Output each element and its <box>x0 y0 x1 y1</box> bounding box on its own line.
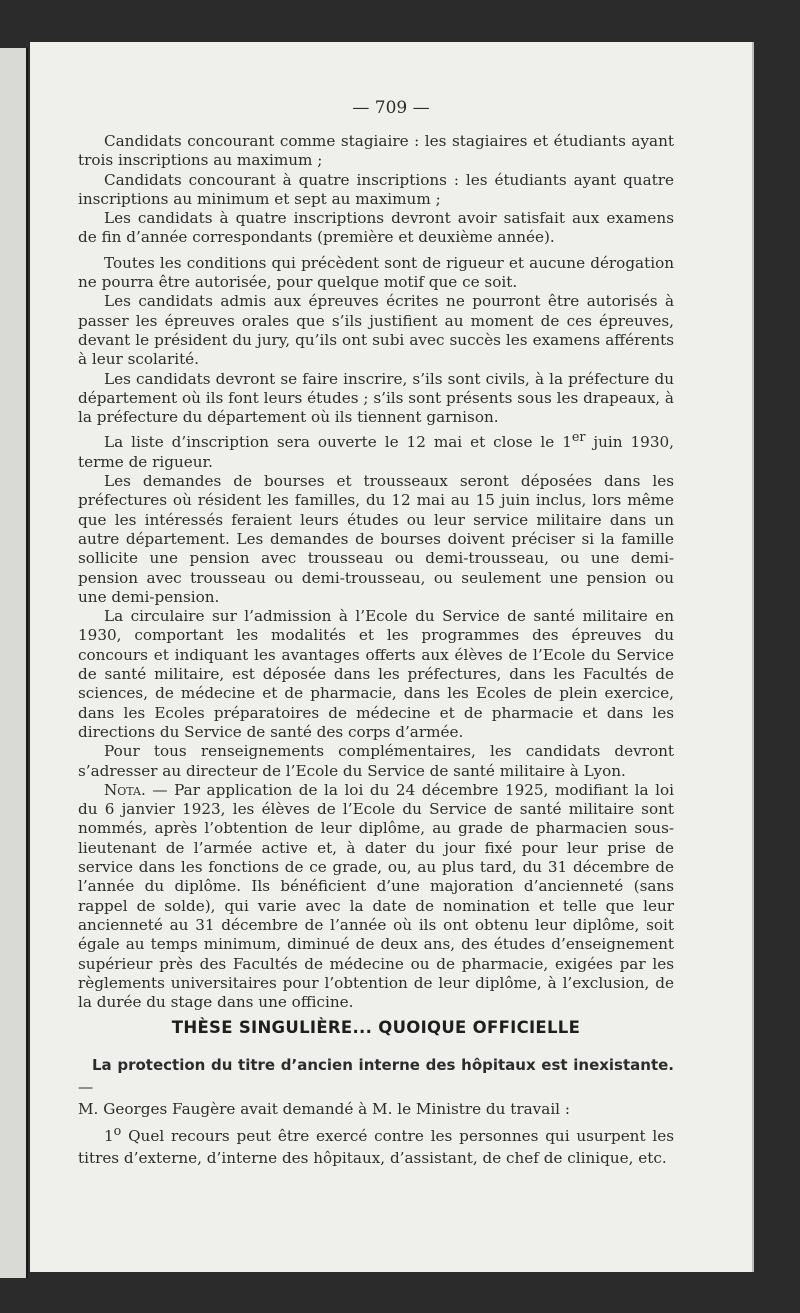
document-page <box>30 42 752 1272</box>
adjacent-page-edge <box>0 48 28 1278</box>
question-number: 1 <box>104 1127 114 1146</box>
paragraph-inscription <box>78 427 674 472</box>
paragraph: Pour tous renseignements complémentaires, les candidats devront s’adresser au directeur de l’Ecole du Service de santé militaire à Lyon. <box>78 742 674 780</box>
inscription-start: La liste d’inscription sera ouverte le 12 mai et close le 1 <box>104 433 572 452</box>
paragraph: Les demandes de bourses et trousseaux seront déposées dans les préfectures où résident les familles, du 12 mai au 15 juin inclus, lors même que les intéressés feraient leurs études ou leur service militaire dans un autre département. Les demandes de bourses doivent préciser si la famille sollicite une pension avec trousseau ou demi-trousseau, ou une demi-pension avec trousseau ou demi-trousseau, ou seulement une pension ou une demi-pension. <box>78 472 674 606</box>
article-question <box>78 1120 674 1169</box>
paragraph: Candidats concourant comme stagiaire : les stagiaires et étudiants ayant trois inscriptions au maximum ; <box>78 132 674 170</box>
paragraph-nota <box>78 781 674 1013</box>
nota-text: Par application de la loi du 24 décembre 1925, modifiant la loi du 6 janvier 1923, les élèves de l’Ecole du Service de santé militaire sont nommés, après l’obtention de leur diplôme, au grade de pharmacien sous-lieutenant de l’armée active et, à dater du jour fixé pour leur prise de service dans les fonctions de ce grade, ou, au plus tard, du 31 décembre de l’année du diplôme. Ils bénéficient d’une majoration d’ancienneté (sans rappel de solde), qui varie avec la date de nomination et telle que leur ancienneté au 31 décembre de l’année où ils ont obtenu leur diplôme, soit égale au temps minimum, diminué de deux ans, des études d’enseignement supérieur près des Facultés de médecine ou de pharmacie, exigées par les règlements universitaires pour l’obtention de leur diplôme, à l’exclusion, de la durée du stage dans une officine. <box>78 780 674 1012</box>
paragraph: Toutes les conditions qui précèdent sont de rigueur et aucune dérogation ne pourra être autorisée, pour quelque motif que ce soit. <box>78 253 674 292</box>
paragraph: Les candidats admis aux épreuves écrites ne pourront être autorisés à passer les épreuves orales que s’ils justifient au moment de ces épreuves, devant le président du jury, qu’ils ont subi avec succès les examens afférents à leur scolarité. <box>78 292 674 369</box>
nota-label: Nota. <box>104 780 146 799</box>
article <box>78 1054 674 1169</box>
question-degree: o <box>113 1123 122 1138</box>
nota-dash: — <box>145 780 175 799</box>
paragraph: La circulaire sur l’admission à l’Ecole du Service de santé militaire en 1930, comportant les modalités et les programmes des épreuves du concours et indiquant les avantages offerts aux élèves de l’Ecole du Service de santé militaire, est déposée dans les préfectures, dans les Facultés de sciences, de médecine et de pharmacie, dans les Ecoles de plein exercice, dans les Ecoles préparatoires de médecine et de pharmacie et dans les directions du Service de santé des corps d’armée. <box>78 607 674 741</box>
body-text <box>78 132 674 1012</box>
article-lead: La protection du titre d’ancien interne des hôpitaux est inexistante. <box>92 1056 674 1074</box>
article-intro: M. Georges Faugère avait demandé à M. le Ministre du travail : <box>78 1100 570 1118</box>
inscription-superscript: er <box>571 429 586 445</box>
page-number: — 709 — <box>352 98 430 118</box>
paragraph: Les candidats à quatre inscriptions devront avoir satisfait aux examens de fin d’année correspondants (première et deuxième année). <box>78 209 674 247</box>
article-lead-dash: — <box>78 1078 94 1096</box>
paragraph: Les candidats devront se faire inscrire, s’ils sont civils, à la préfecture du département où ils font leurs études ; s’ils sont présents sous les drapeaux, à la préfecture du département où ils tiennent garnison. <box>78 369 674 427</box>
question-text: Quel recours peut être exercé contre les personnes qui usurpent les titres d’externe, d’interne des hôpitaux, d’assistant, de chef de clinique, etc. <box>78 1127 674 1168</box>
article-lead-line <box>78 1054 674 1098</box>
inscription-end: juin 1930, terme de rigueur. <box>78 433 674 471</box>
paragraph: Candidats concourant à quatre inscriptions : les étudiants ayant quatre inscriptions au minimum et sept au maximum ; <box>78 170 674 208</box>
section-heading: THÈSE SINGULIÈRE... QUOIQUE OFFICIELLE <box>171 1018 581 1037</box>
